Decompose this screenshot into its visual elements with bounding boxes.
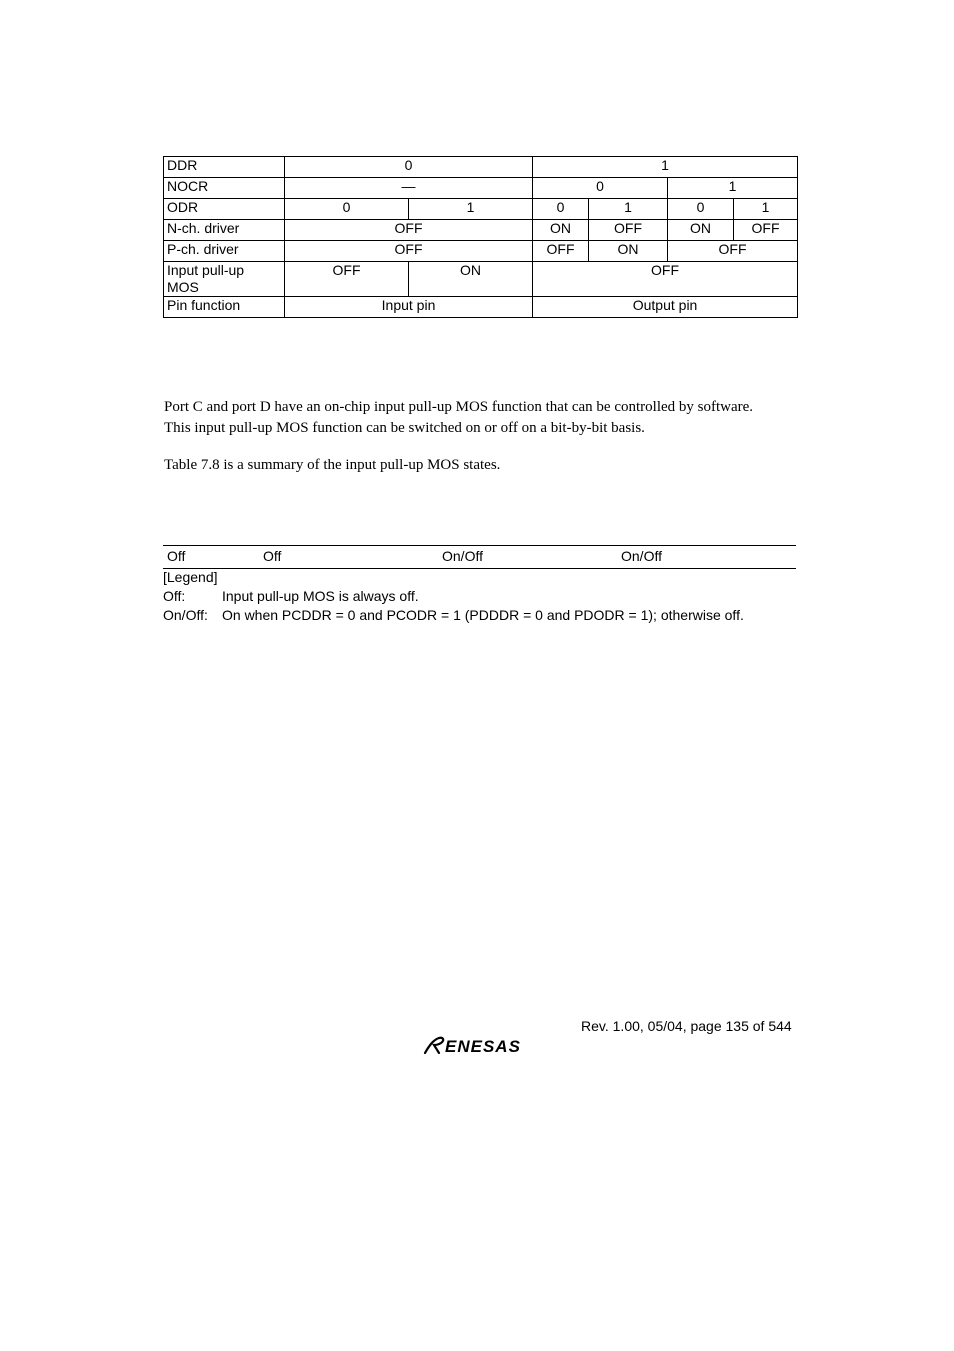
legend-title: [Legend] xyxy=(163,569,218,585)
row-label xyxy=(164,262,285,297)
table-cell: OFF xyxy=(285,220,533,241)
table-cell: OFF xyxy=(533,241,589,262)
table-row-ddr xyxy=(164,157,798,178)
paragraph-line: This input pull-up MOS function can be switched on or off on a bit-by-bit basis. xyxy=(164,420,645,436)
legend-item xyxy=(163,588,796,606)
table-cell: OFF xyxy=(285,262,409,297)
svg-text:ENESAS: ENESAS xyxy=(445,1037,521,1056)
row-label: Pin function xyxy=(164,297,285,318)
legend-key: On/Off: xyxy=(163,607,208,623)
legend-value: Input pull-up MOS is always off. xyxy=(222,588,419,604)
table-cell: ON xyxy=(533,220,589,241)
table-cell: 0 xyxy=(668,199,734,220)
table-cell: Output pin xyxy=(533,297,798,318)
pullup-states-row xyxy=(163,545,796,569)
table-row-pin-function xyxy=(164,297,798,318)
table-cell: 1 xyxy=(589,199,668,220)
legend-item xyxy=(163,607,796,625)
table-cell: ON xyxy=(668,220,734,241)
table-cell: 0 xyxy=(285,157,533,178)
body-paragraph-1 xyxy=(164,397,753,439)
table-row-pch-driver xyxy=(164,241,798,262)
table-cell: 0 xyxy=(533,199,589,220)
page-footer-revision: Rev. 1.00, 05/04, page 135 of 544 xyxy=(581,1018,792,1034)
table-cell: Off xyxy=(263,548,282,564)
table-cell: ON xyxy=(589,241,668,262)
paragraph-line: Port C and port D have an on-chip input pull-up MOS function that can be controlled by software. xyxy=(164,399,754,415)
row-label-line2: MOS xyxy=(167,279,199,295)
table-cell: ON xyxy=(409,262,533,297)
table-cell: — xyxy=(285,178,533,199)
table-row-nch-driver xyxy=(164,220,798,241)
table-cell: 1 xyxy=(668,178,798,199)
table-cell: OFF xyxy=(533,262,798,297)
pin-function-table xyxy=(163,156,798,318)
row-label: NOCR xyxy=(164,178,285,199)
row-label: DDR xyxy=(164,157,285,178)
renesas-logo xyxy=(423,1034,541,1061)
table-row-odr xyxy=(164,199,798,220)
table-cell: Off xyxy=(167,548,186,564)
table-cell: 1 xyxy=(533,157,798,178)
legend-key: Off: xyxy=(163,588,186,604)
table-cell: On/Off xyxy=(442,548,483,564)
table-cell: 0 xyxy=(533,178,668,199)
table-cell: OFF xyxy=(734,220,798,241)
row-label: P-ch. driver xyxy=(164,241,285,262)
table-cell: 1 xyxy=(409,199,533,220)
table-cell: On/Off xyxy=(621,548,662,564)
row-label-line1: Input pull-up xyxy=(167,262,245,278)
row-label: N-ch. driver xyxy=(164,220,285,241)
table-cell: Input pin xyxy=(285,297,533,318)
renesas-logo-icon xyxy=(423,1034,541,1056)
table-cell: OFF xyxy=(285,241,533,262)
table-cell: OFF xyxy=(668,241,798,262)
table-cell: 1 xyxy=(734,199,798,220)
table-row-nocr xyxy=(164,178,798,199)
row-label: ODR xyxy=(164,199,285,220)
table-cell: OFF xyxy=(589,220,668,241)
table-row-input-pullup xyxy=(164,262,798,297)
body-paragraph-2: Table 7.8 is a summary of the input pull-up MOS states. xyxy=(164,457,501,473)
table-cell: 0 xyxy=(285,199,409,220)
legend-value: On when PCDDR = 0 and PCODR = 1 (PDDDR = 0 and PDODR = 1); otherwise off. xyxy=(222,607,744,623)
